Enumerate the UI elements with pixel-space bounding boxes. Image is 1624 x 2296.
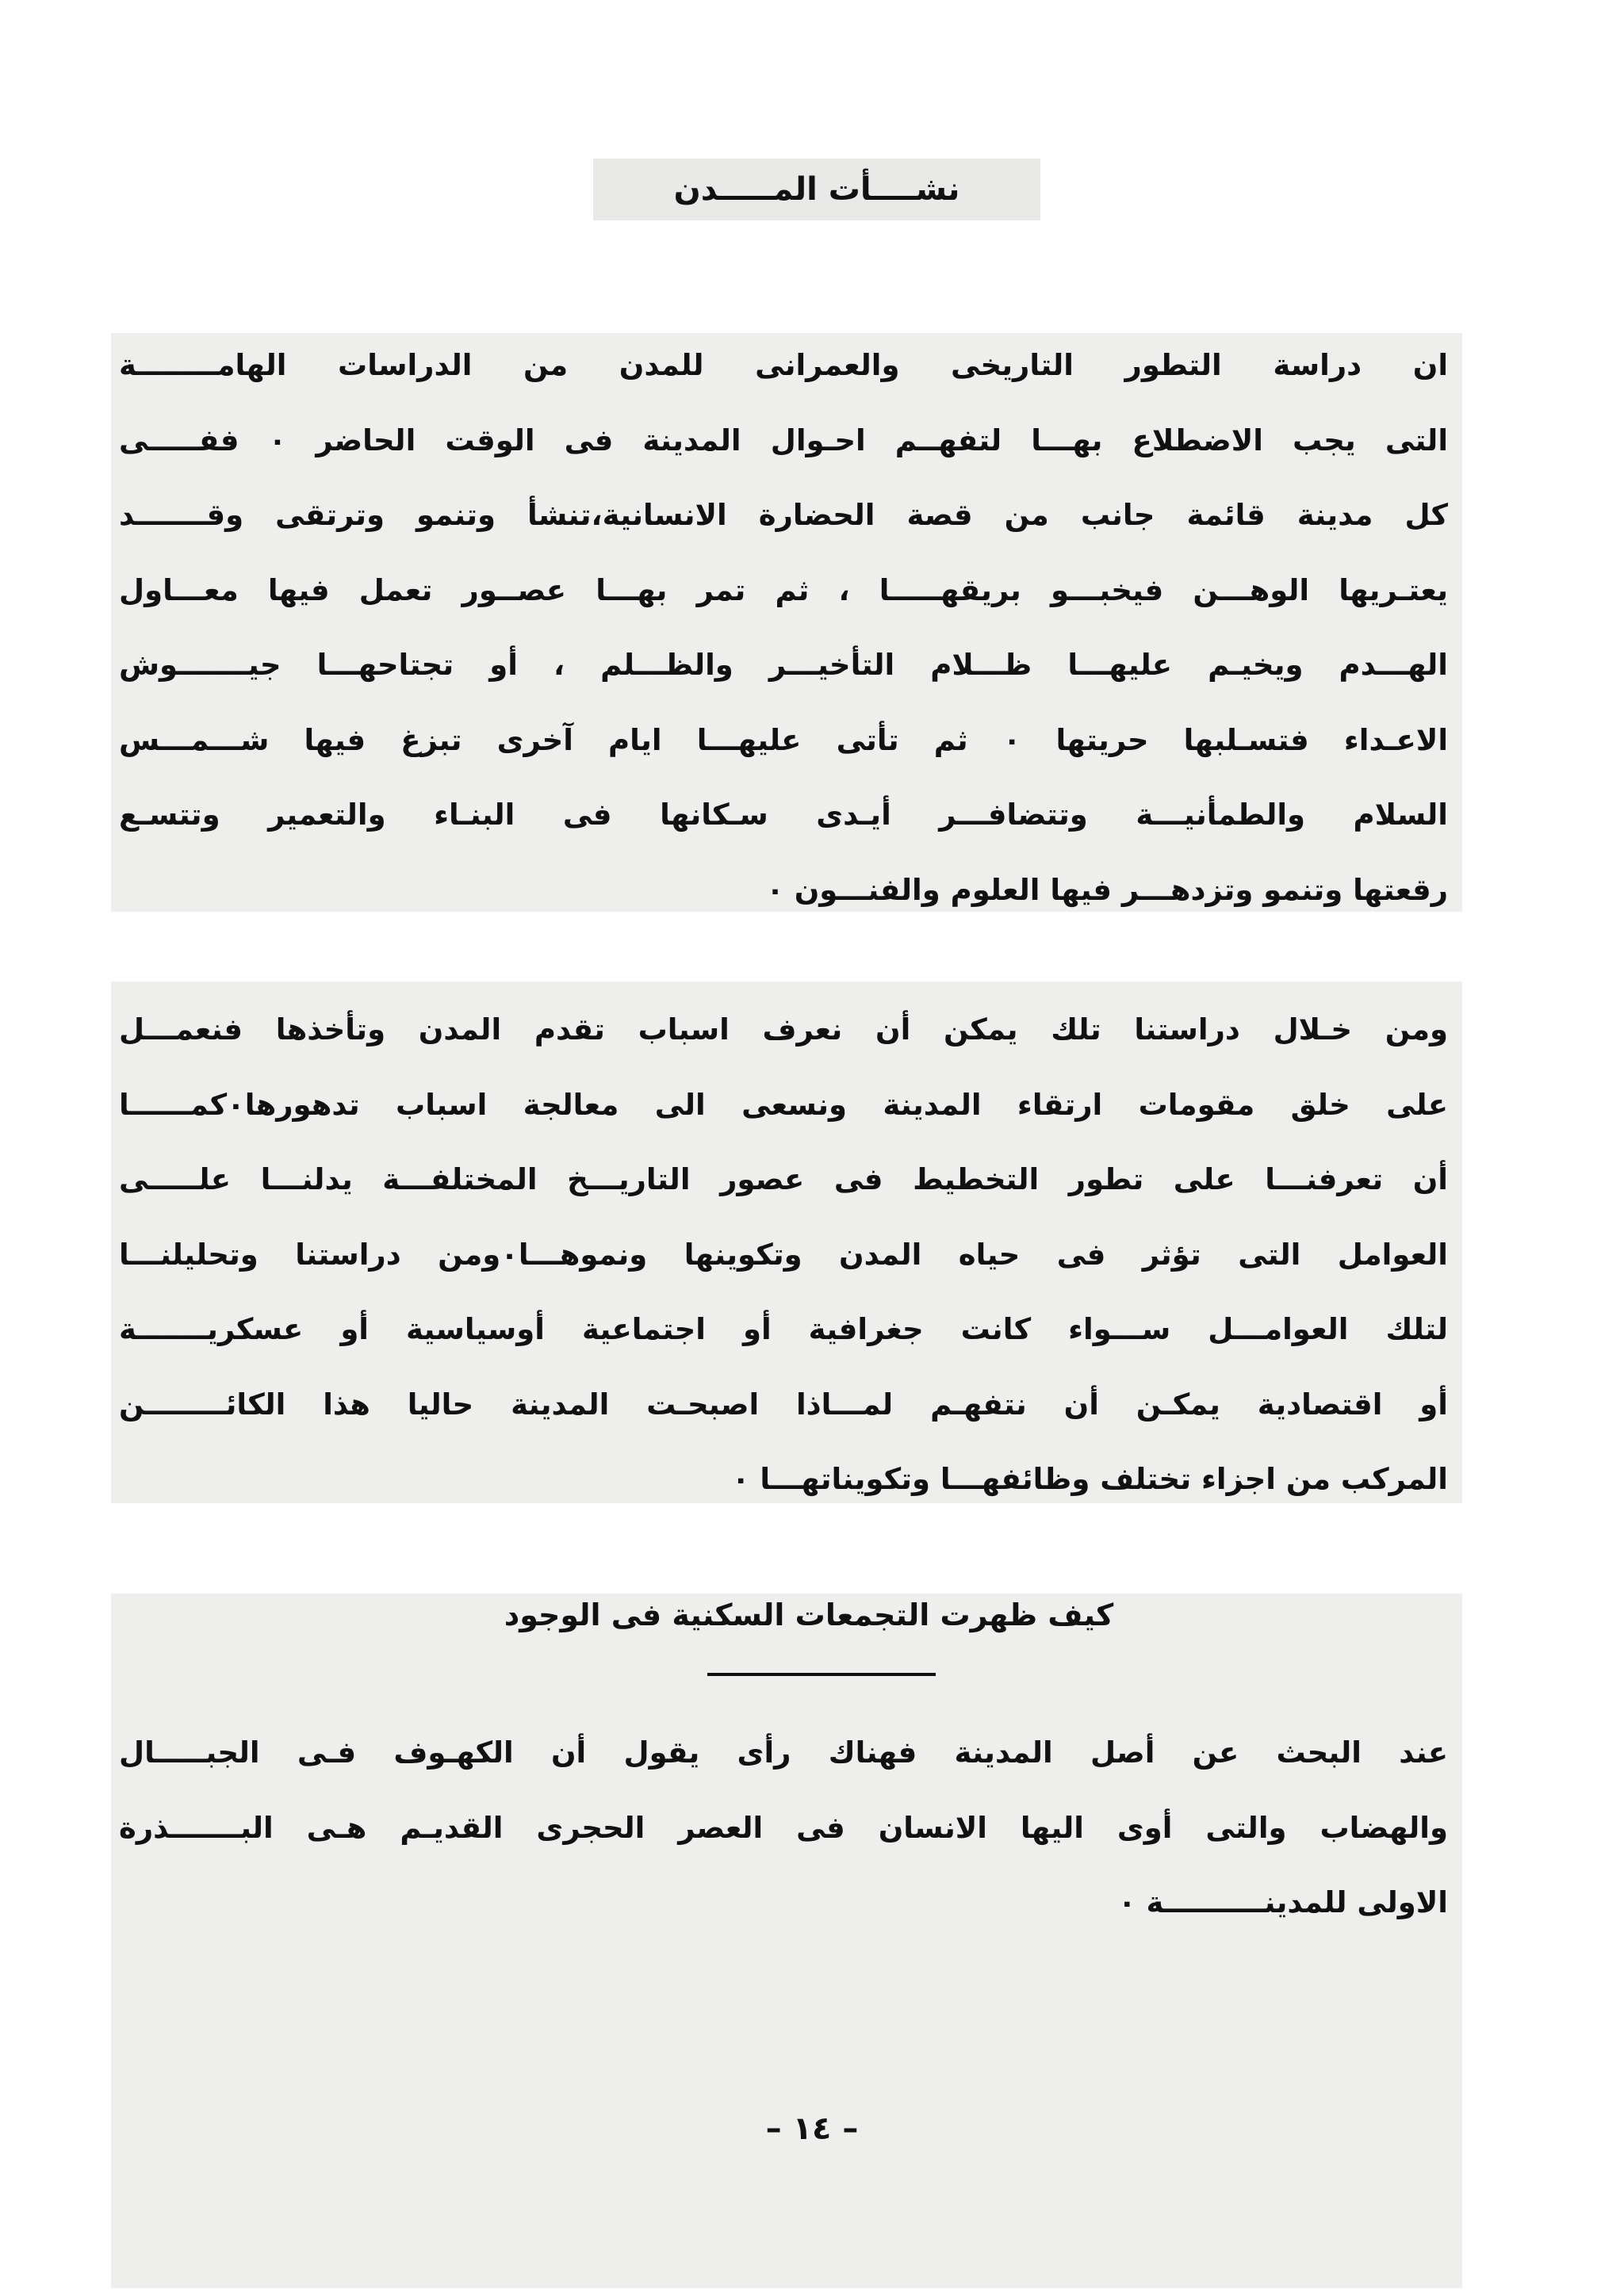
paragraph-line: المركب من اجزاء تختلف وظائفهـــا وتكويناتهـــا ٠ [731, 1462, 1448, 1496]
paragraph-line: لتلك العوامـــل ســـواء كانت جغرافية أو اجتماعية أوسياسية أو عسكريـــــــة [119, 1312, 1448, 1346]
section-heading: كيف ظهرت التجمعات السكنية فى الوجود [504, 1598, 1114, 1632]
paragraph-line: الاعـداء فتسـلبها حريتها ٠ ثم تأتى عليهـــا ايام آخرى تبزغ فيها شـــمـــس [119, 722, 1449, 757]
heading-underline [707, 1673, 936, 1676]
paragraph-line: ومن خـلال دراستنا تلك يمكن أن نعرف اسباب تقدم المدن وتأخذها فنعمـــل [119, 1012, 1448, 1047]
page-title: نشــــأت المـــــدن [673, 171, 960, 208]
title-box [593, 159, 1040, 220]
paragraph-line: التى يجب الاضطلاع بهـــا لتفهــم احـوال المدينة فى الوقت الحاضر ٠ ففـــــى [119, 423, 1448, 457]
paragraph-line: أن تعرفنـــا على تطور التخطيط فى عصور التاريـــخ المختلفـــة يدلنـــا علـــــى [119, 1162, 1448, 1196]
paragraph-line: العوامل التى تؤثر فى حياه المدن وتكوينها ونموهـــا٠ومن دراستنا وتحليلنـــا [119, 1237, 1448, 1272]
section-paragraph [119, 1716, 1448, 1941]
paragraph-1 [119, 328, 1448, 928]
paragraph-2 [119, 993, 1448, 1517]
paragraph-line: كل مدينة قائمة جانب من قصة الحضارة الانسانية،تنشأ وتنمو وترتقى وقـــــــد [119, 498, 1448, 532]
shaded-block-3 [111, 1594, 1462, 2288]
paragraph-line: الهـــدم ويخيـم عليهـــا ظـــلام التأخيـــر والظـــلم ، أو تجتاحهـــا جيـــــــوش [119, 648, 1448, 682]
paragraph-line: ان دراسة التطور التاريخى والعمرانى للمدن من الدراسات الهامــــــــة [119, 348, 1448, 382]
paragraph-line: رقعتها وتنمو وتزدهـــر فيها العلوم والفنـــون ٠ [766, 872, 1448, 907]
paragraph-line: عند البحث عن أصل المدينة فهناك رأى يقول أن الكهـوف فـى الجبـــــال [119, 1735, 1448, 1770]
paragraph-line: السلام والطمأنيـــة وتتضافـــر أيـدى سـكانها فى البنـاء والتعمير وتتسـع [119, 798, 1448, 832]
paragraph-line: على خلق مقومات ارتقاء المدينة ونسعى الى معالجة اسباب تدهورها٠كمــــــا [119, 1087, 1448, 1122]
paragraph-line: أو اقتصادية يمكـن أن نتفهـم لمـــاذا اصبحـت المدينة حاليا هذا الكائــــــــن [119, 1387, 1448, 1422]
paragraph-line: يعتـريها الوهـــن فيخبـــو بريقهـــــا ، ثم تمر بهـــا عصــور تعمل فيها معـــاول [119, 572, 1448, 607]
page-number: – ١٤ – [765, 2110, 859, 2147]
paragraph-line: الاولى للمدينــــــــــة ٠ [1118, 1885, 1448, 1919]
paragraph-line: والهضاب والتى أوى اليها الانسان فى العصر الحجرى القديـم هـى البـــــــذرة [119, 1810, 1448, 1845]
